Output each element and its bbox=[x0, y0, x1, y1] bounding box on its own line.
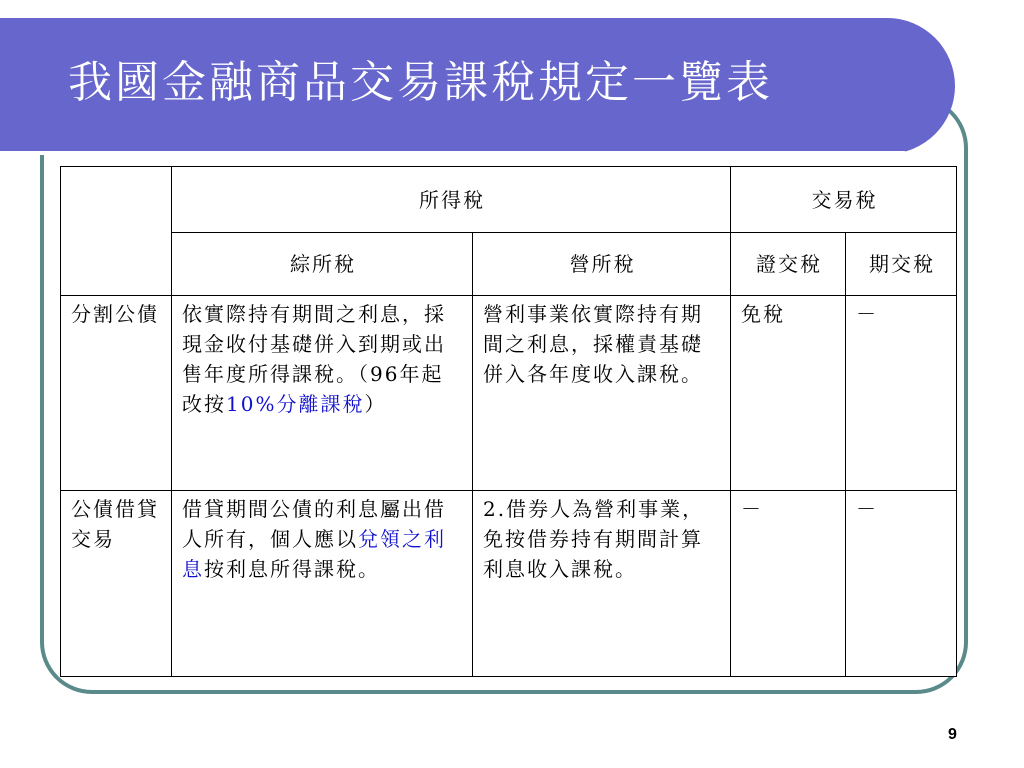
futures-tax-cell: － bbox=[846, 491, 957, 677]
securities-tax-cell: 免稅 bbox=[731, 296, 846, 491]
individual-tax-text: 依實際持有期間之利息，採現金收付基礎併入到期或出售年度所得課稅。（96年起改按 bbox=[182, 302, 446, 416]
slide-title: 我國金融商品交易課稅規定一覽表 bbox=[68, 57, 773, 108]
business-tax-cell: 2.借券人為營利事業，免按借券持有期間計算利息收入課稅。 bbox=[473, 491, 731, 677]
corner-cell bbox=[61, 167, 172, 296]
row-item-label: 分割公債 bbox=[61, 296, 172, 491]
individual-tax-text: 借貸期間公債的利息屬出借人所有，個人應以 bbox=[182, 497, 446, 551]
table-row bbox=[61, 491, 957, 677]
header-individual-income-tax: 綜所稅 bbox=[172, 233, 473, 296]
header-income-tax: 所得稅 bbox=[172, 167, 731, 233]
page-number: 9 bbox=[948, 726, 957, 743]
header-business-income-tax: 營所稅 bbox=[473, 233, 731, 296]
header-securities-transaction-tax: 證交稅 bbox=[731, 233, 846, 296]
header-futures-transaction-tax: 期交稅 bbox=[846, 233, 957, 296]
row-item-label: 公債借貸交易 bbox=[61, 491, 172, 677]
tax-table bbox=[60, 166, 957, 677]
individual-tax-cell bbox=[172, 491, 473, 677]
individual-tax-suffix: ） bbox=[364, 392, 387, 416]
header-row-2 bbox=[61, 233, 957, 296]
highlight-text: 兌領之利息 bbox=[182, 527, 446, 581]
header-transaction-tax: 交易稅 bbox=[731, 167, 957, 233]
title-underline bbox=[0, 151, 905, 155]
futures-tax-cell: － bbox=[846, 296, 957, 491]
highlight-text: 10%分離課稅 bbox=[226, 392, 365, 416]
business-tax-cell: 營利事業依實際持有期間之利息，採權責基礎併入各年度收入課稅。 bbox=[473, 296, 731, 491]
individual-tax-cell bbox=[172, 296, 473, 491]
table-row bbox=[61, 296, 957, 491]
individual-tax-suffix: 按利息所得課稅。 bbox=[204, 557, 380, 581]
header-row-1 bbox=[61, 167, 957, 233]
securities-tax-cell: － bbox=[731, 491, 846, 677]
